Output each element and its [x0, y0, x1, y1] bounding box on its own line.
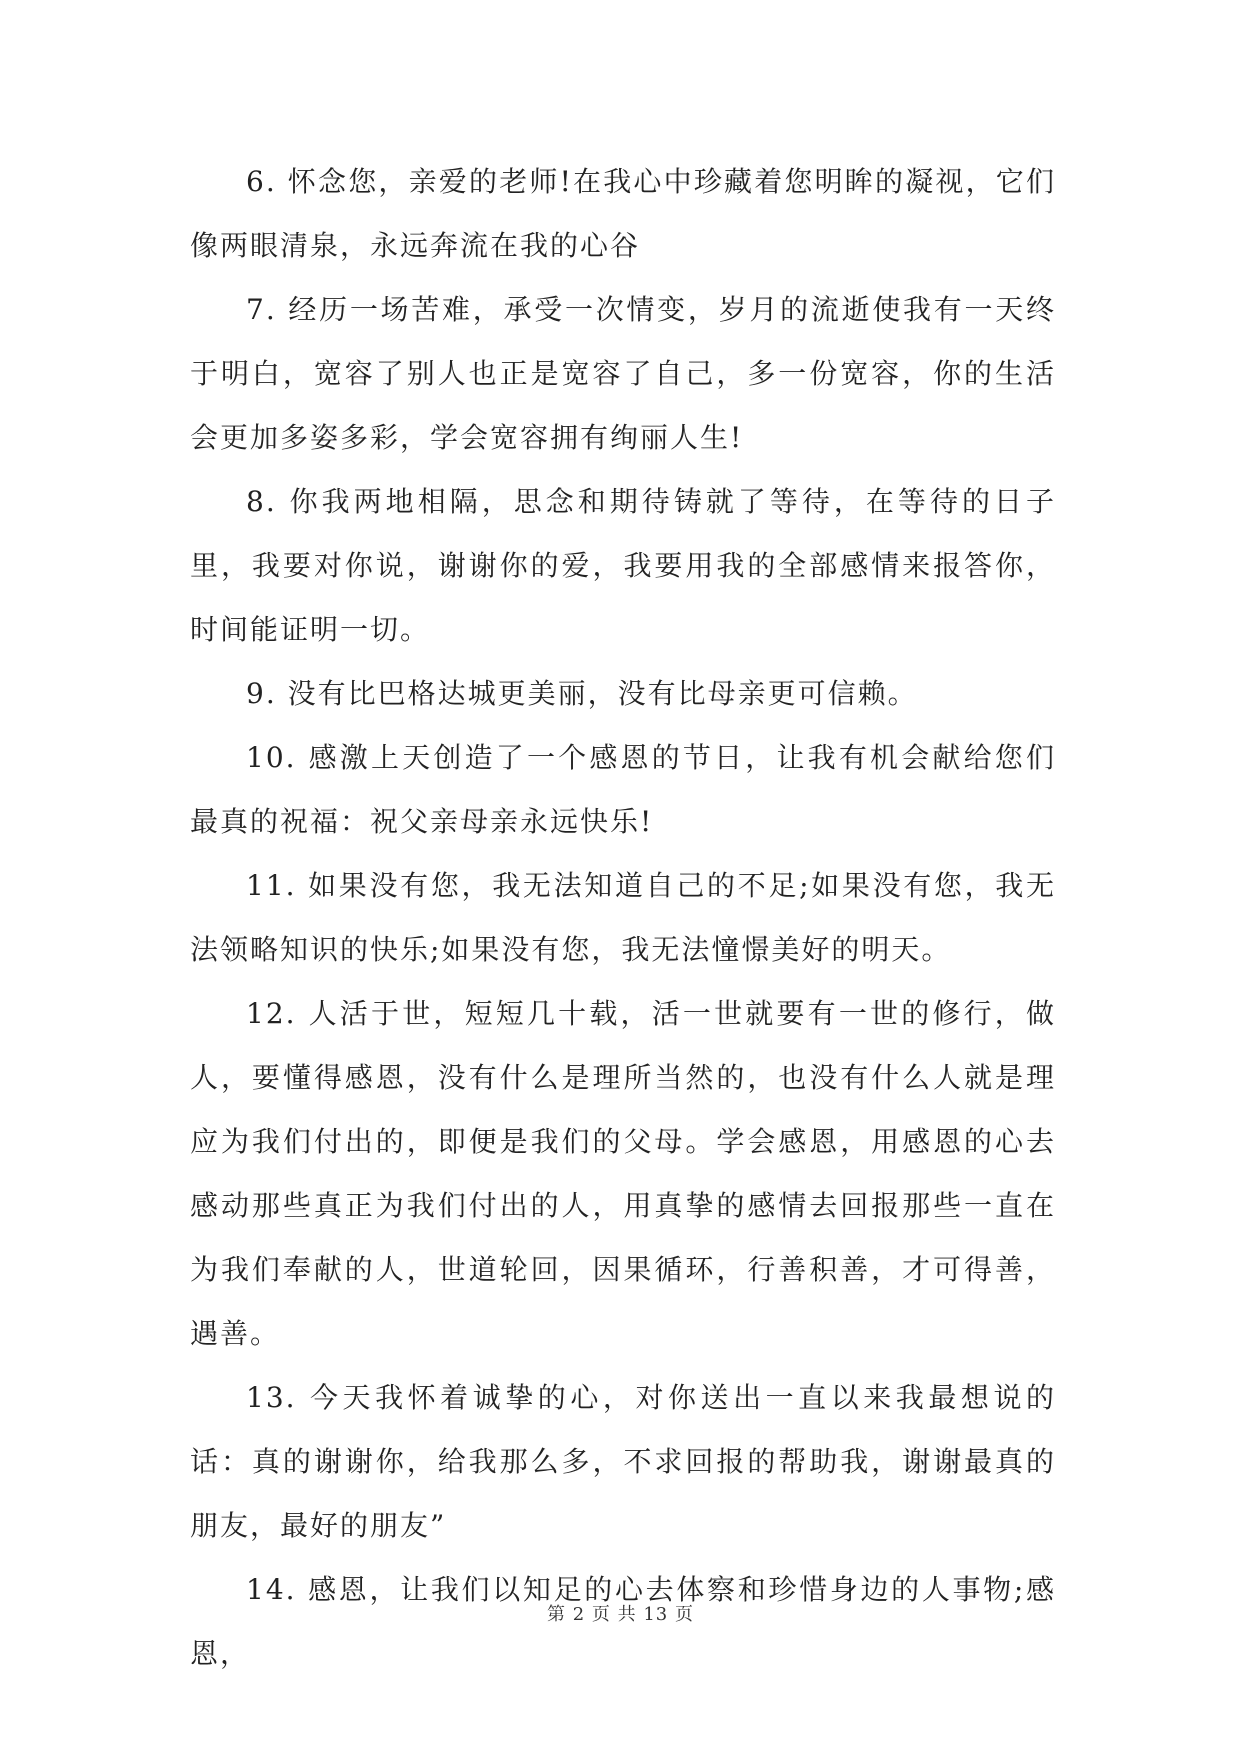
paragraph-8: 8. 你我两地相隔，思念和期待铸就了等待，在等待的日子里，我要对你说，谢谢你的爱，我要用我的全部感情来报答你，时间能证明一切。	[190, 485, 1056, 646]
paragraph-6: 6. 怀念您，亲爱的老师!在我心中珍藏着您明眸的凝视，它们像两眼清泉，永远奔流在我的心谷	[190, 165, 1056, 262]
paragraph-9: 9. 没有比巴格达城更美丽，没有比母亲更可信赖。	[246, 677, 918, 710]
paragraph-11: 11. 如果没有您，我无法知道自己的不足;如果没有您，我无法领略知识的快乐;如果没有您，我无法憧憬美好的明天。	[190, 869, 1056, 966]
page-footer: 第 2 页 共 13 页	[547, 1604, 694, 1625]
paragraph-10: 10. 感激上天创造了一个感恩的节日，让我有机会献给您们最真的祝福：祝父亲母亲永远快乐!	[190, 741, 1056, 838]
paragraph-14: 14. 感恩，让我们以知足的心去体察和珍惜身边的人事物;感恩，	[190, 1573, 1056, 1670]
document-body	[190, 150, 1056, 1686]
paragraph-13: 13. 今天我怀着诚挚的心，对你送出一直以来我最想说的话：真的谢谢你，给我那么多，不求回报的帮助我，谢谢最真的朋友，最好的朋友”	[190, 1381, 1056, 1542]
paragraph-7: 7. 经历一场苦难，承受一次情变，岁月的流逝使我有一天终于明白，宽容了别人也正是宽容了自己，多一份宽容，你的生活会更加多姿多彩，学会宽容拥有绚丽人生!	[190, 293, 1056, 454]
paragraph-12: 12. 人活于世，短短几十载，活一世就要有一世的修行，做人，要懂得感恩，没有什么是理所当然的，也没有什么人就是理应为我们付出的，即便是我们的父母。学会感恩，用感恩的心去感动那些真正为我们付出的人，用真挚的感情去回报那些一直在为我们奉献的人，世道轮回，因果循环，行善积善，才可得善，遇善。	[190, 997, 1056, 1350]
